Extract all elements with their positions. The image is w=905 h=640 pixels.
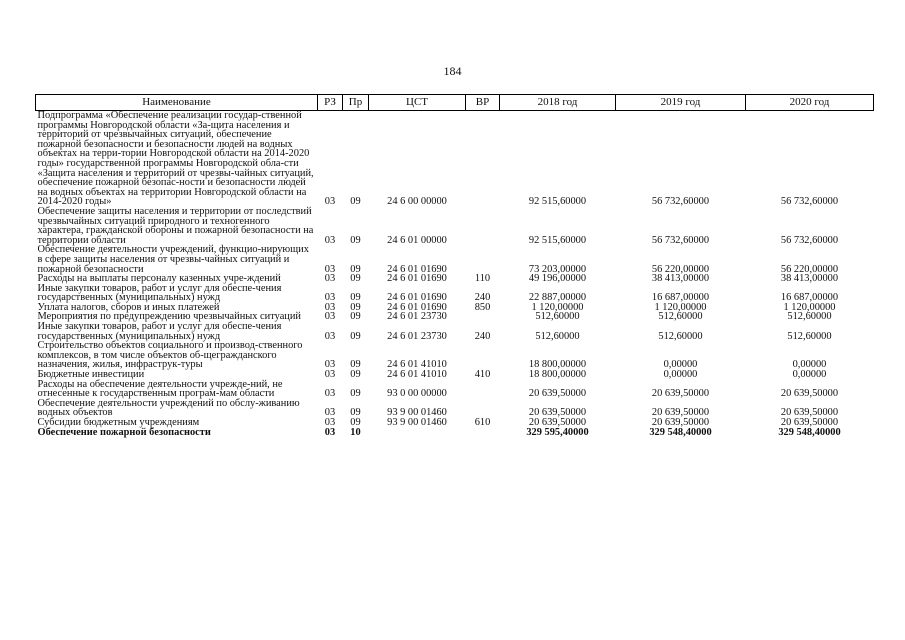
row-2018: 1 120,00000: [531, 301, 584, 313]
row-rz: 03: [324, 196, 336, 208]
row-2018: 20 639,50000: [528, 417, 587, 428]
row-2019: 512,60000: [658, 330, 703, 342]
row-cst: 24 6 01 41010: [387, 369, 447, 381]
row-rz: 03: [324, 407, 336, 419]
row-2018: 92 515,60000: [528, 196, 587, 208]
row-2020: 38 413,00000: [780, 273, 839, 285]
header-2019: 2019 год: [616, 95, 746, 111]
row-cst: 24 6 01 01690: [387, 292, 447, 304]
row-2019: 56 220,00000: [651, 263, 710, 275]
row-rz: 03: [324, 234, 336, 246]
row-cst: 93 0 00 00000: [387, 388, 447, 400]
row-vr: 850: [474, 301, 491, 313]
total-cst: [369, 428, 466, 438]
total-row: [36, 428, 874, 438]
row-pr: 09: [350, 273, 361, 285]
row-2019: 512,60000: [658, 311, 703, 323]
row-cst: 24 6 01 23730: [387, 330, 447, 342]
page-number: 184: [443, 64, 462, 78]
row-pr: 09: [350, 196, 361, 208]
row-rz: 03: [324, 369, 336, 381]
row-rz: 03: [324, 311, 336, 323]
row-vr: [466, 399, 500, 418]
row-pr: 09: [350, 388, 361, 400]
row-name: Уплата налогов, сборов и иных платежей: [37, 301, 220, 313]
row-pr: 09: [350, 292, 361, 304]
row-2018: 18 800,00000: [528, 369, 587, 381]
row-rz: 03: [324, 388, 336, 400]
row-2018: 49 196,00000: [528, 273, 587, 285]
table-row: [36, 341, 874, 370]
row-vr: 240: [474, 330, 491, 342]
row-2020: 56 732,60000: [780, 234, 839, 246]
header-vr: ВР: [466, 95, 500, 111]
header-2018: 2018 год: [500, 95, 616, 111]
row-2019: 20 639,50000: [651, 407, 710, 419]
row-pr: 09: [350, 369, 361, 381]
row-2019: 0,00000: [663, 369, 698, 381]
row-2018: 73 203,00000: [528, 263, 587, 275]
row-name: Обеспечение деятельности учреждений, функцио-нирующих в сфере защиты населения от чрезвы-чайных ситуаций и пожарной безопасности: [37, 244, 309, 275]
row-2018: 22 887,00000: [528, 292, 587, 304]
row-rz: 03: [324, 417, 336, 428]
row-pr: 09: [350, 311, 361, 323]
row-2020: 20 639,50000: [780, 407, 839, 419]
row-cst: 24 6 00 00000: [387, 196, 447, 208]
header-cst: ЦСТ: [369, 95, 466, 111]
row-2020: 20 639,50000: [780, 388, 839, 400]
total-name: Обеспечение пожарной безопасности: [37, 426, 211, 438]
total-pr: 10: [350, 426, 361, 438]
row-name: Расходы на обеспечение деятельности учрежде-ний, не отнесенные к государственным програм-мам области: [37, 378, 283, 400]
row-name: Иные закупки товаров, работ и услуг для обеспе-чения государственных (муниципальных) нужд: [37, 282, 282, 304]
row-vr: [466, 111, 500, 207]
row-rz: 03: [324, 301, 336, 313]
row-rz: 03: [324, 330, 336, 342]
row-cst: 93 9 00 01460: [387, 407, 447, 419]
total-2019: 329 548,40000: [649, 426, 712, 438]
row-2020: 16 687,00000: [780, 292, 839, 304]
row-name: Обеспечение деятельности учреждений по обслу-живанию водных объектов: [37, 397, 300, 419]
table-row: [36, 322, 874, 341]
row-cst: 24 6 01 01690: [387, 301, 447, 313]
row-2019: 20 639,50000: [651, 388, 710, 400]
row-2019: 16 687,00000: [651, 292, 710, 304]
row-vr: [466, 312, 500, 322]
row-cst: 24 6 01 23730: [387, 311, 447, 323]
row-vr: [466, 245, 500, 274]
row-vr: 110: [474, 273, 491, 285]
row-rz: 03: [324, 263, 336, 275]
row-2019: 38 413,00000: [651, 273, 710, 285]
row-cst: 24 6 01 00000: [387, 234, 447, 246]
row-rz: 03: [324, 292, 336, 304]
row-2020: 20 639,50000: [780, 417, 839, 428]
total-2020: 329 548,40000: [778, 426, 841, 438]
row-pr: 09: [350, 330, 361, 342]
row-pr: 09: [350, 407, 361, 419]
row-2018: 20 639,50000: [528, 407, 587, 419]
row-name: Иные закупки товаров, работ и услуг для обеспе-чения государственных (муниципальных) нужд: [37, 321, 282, 342]
row-2018: 20 639,50000: [528, 388, 587, 400]
row-2020: 1 120,00000: [783, 301, 836, 313]
header-rz: РЗ: [318, 95, 343, 111]
row-cst: 24 6 01 41010: [387, 359, 447, 371]
budget-table: [35, 94, 874, 437]
row-vr: 610: [474, 417, 491, 428]
row-2019: 0,00000: [663, 359, 698, 371]
row-name: Бюджетные инвестиции: [37, 369, 145, 381]
table-row: [36, 111, 874, 207]
row-cst: 24 6 01 01690: [387, 263, 447, 275]
row-name: Строительство объектов социального и производ-ственного комплексов, в том числе объектов об-щегражданского назначения, жилья, инфраструк-туры: [37, 340, 303, 371]
row-2020: 56 220,00000: [780, 263, 839, 275]
table-row: [36, 284, 874, 303]
header-name: Наименование: [36, 95, 318, 111]
row-2019: 1 120,00000: [654, 301, 707, 313]
table-row: [36, 245, 874, 274]
row-2018: 512,60000: [535, 311, 580, 323]
row-2018: 512,60000: [535, 330, 580, 342]
row-name: Расходы на выплаты персоналу казенных учре-ждений: [37, 273, 281, 285]
row-2019: 20 639,50000: [651, 417, 710, 428]
row-2018: 18 800,00000: [528, 359, 587, 371]
row-2020: 56 732,60000: [780, 196, 839, 208]
table-row: [36, 207, 874, 245]
row-2020: 512,60000: [787, 311, 832, 323]
row-name: Мероприятия по предупреждению чрезвычайных ситуаций: [37, 311, 301, 323]
table-row: [36, 399, 874, 418]
total-2018: 329 595,40000: [526, 426, 589, 438]
row-name: Субсидии бюджетным учреждениям: [37, 417, 200, 428]
header-pr: Пр: [343, 95, 369, 111]
row-2019: 56 732,60000: [651, 196, 710, 208]
row-vr: [466, 380, 500, 399]
row-pr: 09: [350, 263, 361, 275]
table-row: [36, 380, 874, 399]
row-2020: 0,00000: [792, 359, 827, 371]
row-2020: 0,00000: [792, 369, 827, 381]
row-pr: 09: [350, 359, 361, 371]
row-vr: 410: [474, 369, 491, 381]
row-name: Обеспечение защиты населения и территории от последствий чрезвычайных ситуаций природного и техногенного характера, гражданской обороны и пожарной безопасности на территории области: [37, 205, 314, 246]
table-header: [36, 95, 874, 111]
row-2020: 512,60000: [787, 330, 832, 342]
row-pr: 09: [350, 417, 361, 428]
row-vr: 240: [474, 292, 491, 304]
row-pr: 09: [350, 301, 361, 313]
row-2019: 56 732,60000: [651, 234, 710, 246]
row-vr: [466, 207, 500, 245]
row-rz: 03: [324, 273, 336, 285]
total-rz: 03: [324, 426, 336, 438]
total-vr: [466, 428, 500, 438]
header-2020: 2020 год: [746, 95, 874, 111]
row-2018: 92 515,60000: [528, 234, 587, 246]
row-cst: 24 6 01 01690: [387, 273, 447, 285]
row-vr: [466, 341, 500, 370]
row-pr: 09: [350, 234, 361, 246]
row-cst: 93 9 00 01460: [387, 417, 447, 428]
row-rz: 03: [324, 359, 336, 371]
row-name: Подпрограмма «Обеспечение реализации государ-ственной программы Новгородской области «За-щита населения и территорий от чрезвычайных ситуаций, обеспечение пожарной безопасности и безопасности людей на водных объектах на терри-тории Новгородской области на 2014-2020 годы» государственной программы Новгородской обла-сти «Защита населения и территорий от чрезвы-чайных ситуаций, обеспечение пожарной безопас-ности и безопасности людей на водных объектах на территории Новгородской области на 2014-2020 годы»: [37, 110, 314, 208]
